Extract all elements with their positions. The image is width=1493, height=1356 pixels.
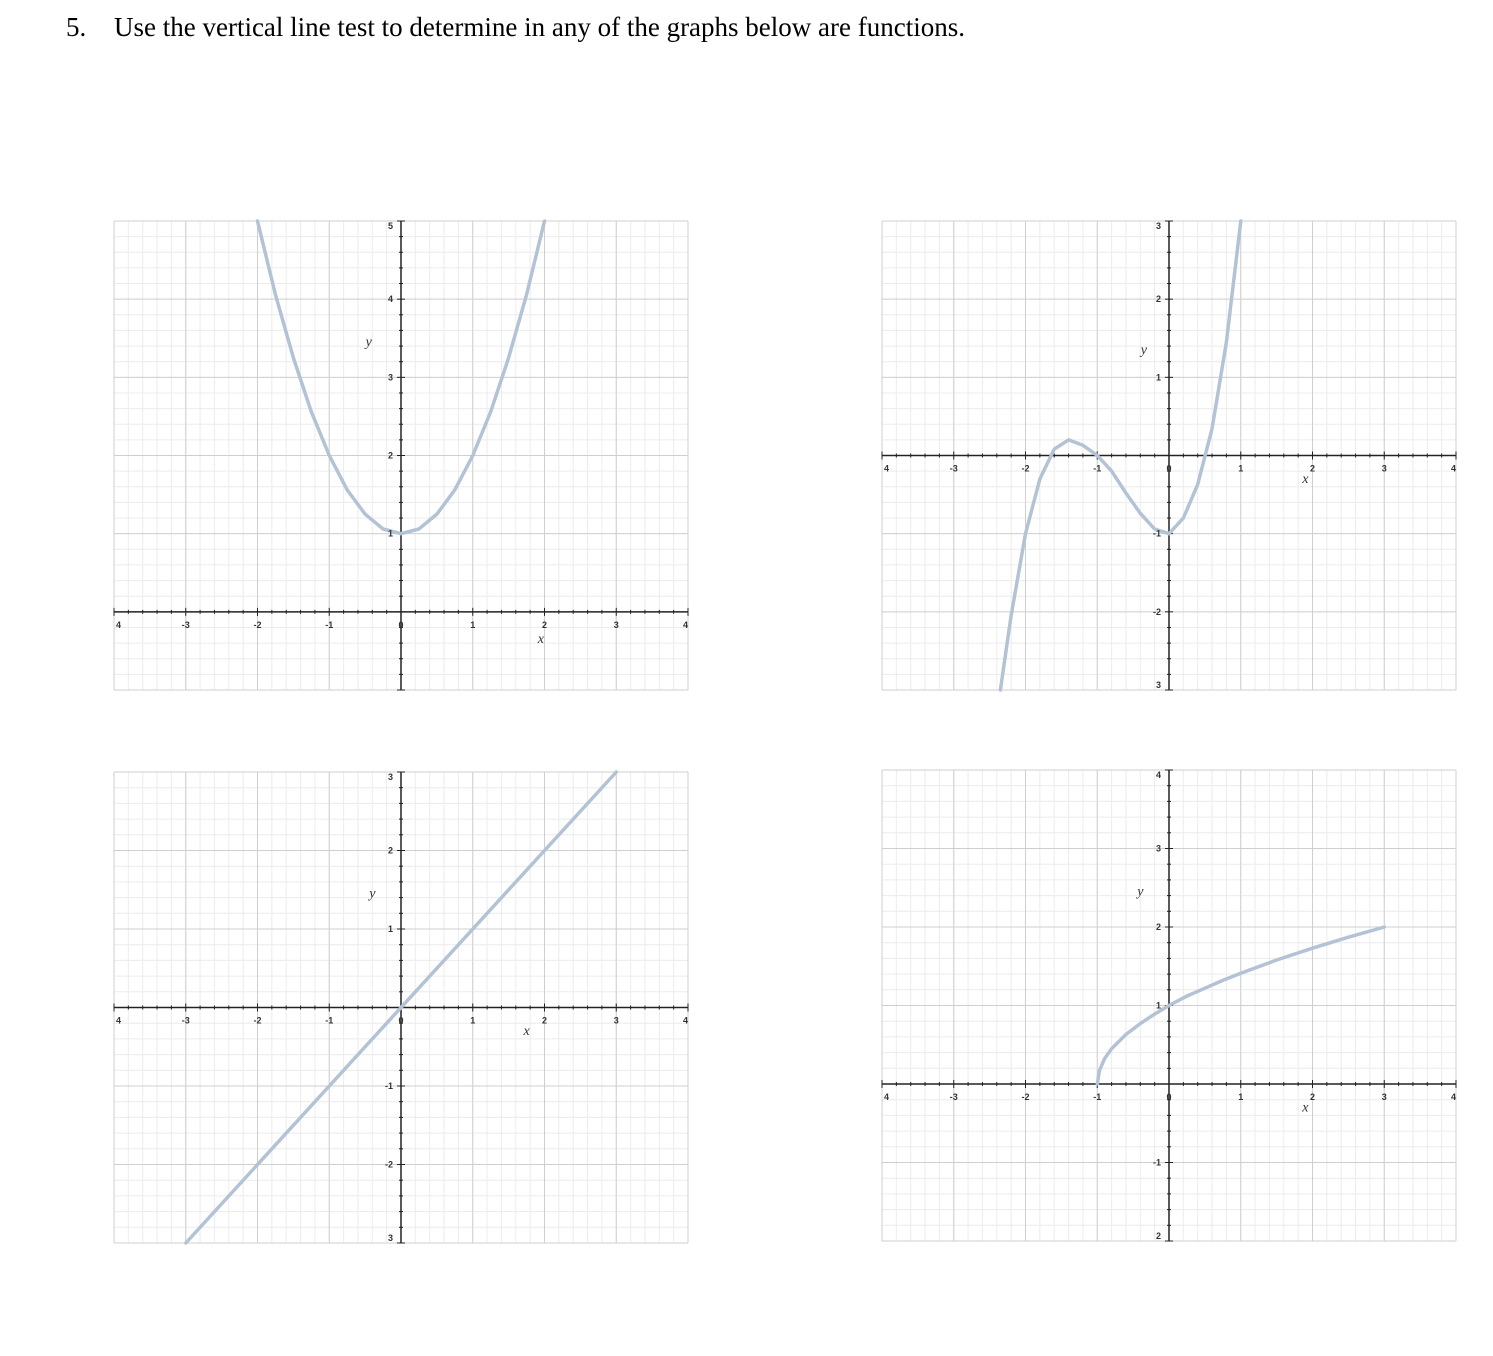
- graph-2-cubic: [882, 221, 1456, 690]
- question-prompt: Use the vertical line test to determine in any of the graphs below are functions.: [114, 12, 965, 42]
- x-tick-label: 4: [884, 1092, 890, 1102]
- x-tick-label: 1: [1238, 1092, 1244, 1102]
- x-tick-label: -3: [949, 463, 958, 474]
- y-tick-label: -2: [384, 1159, 393, 1170]
- x-tick-label: 4: [682, 619, 688, 630]
- graph-3-line: [114, 772, 688, 1243]
- y-axis-label: y: [1137, 884, 1144, 900]
- x-tick-label: 3: [613, 619, 619, 630]
- x-tick-label: 2: [541, 1015, 548, 1026]
- y-tick-label: 2: [1155, 922, 1161, 932]
- y-tick-label: -1: [1152, 1157, 1161, 1168]
- y-tick-label: 3: [387, 772, 393, 782]
- x-axis-label: x: [537, 632, 545, 648]
- x-tick-label: -2: [1021, 463, 1030, 474]
- x-tick-label: 3: [1381, 1092, 1387, 1102]
- question-number: 5.: [66, 12, 87, 42]
- x-tick-label: 3: [613, 1015, 619, 1026]
- x-tick-label: -2: [253, 1015, 262, 1026]
- x-tick-label: 4: [116, 619, 122, 630]
- x-tick-label: 2: [1309, 463, 1316, 474]
- x-tick-label: 0: [1166, 463, 1172, 474]
- x-tick-label: -1: [1093, 463, 1102, 474]
- x-tick-label: 2: [1309, 1092, 1316, 1102]
- x-tick-label: 4: [682, 1015, 688, 1026]
- y-tick-label: 1: [1155, 372, 1161, 383]
- x-tick-label: 0: [398, 619, 404, 630]
- y-tick-label: 2: [387, 845, 393, 856]
- x-tick-label: 2: [541, 619, 548, 630]
- x-tick-label: -1: [1093, 1092, 1102, 1102]
- x-tick-label: 0: [398, 1015, 404, 1026]
- x-tick-label: 4: [1450, 463, 1456, 474]
- y-axis-label: y: [365, 335, 372, 351]
- y-tick-label: 3: [1155, 843, 1161, 854]
- graph-4-square-root: [882, 770, 1456, 1241]
- x-tick-label: -1: [325, 619, 334, 630]
- y-tick-label: 5: [387, 221, 393, 231]
- y-axis-label: y: [369, 886, 376, 902]
- x-tick-label: 1: [1238, 463, 1244, 474]
- y-tick-label: -1: [384, 1081, 393, 1091]
- x-tick-label: 1: [470, 1015, 476, 1026]
- x-tick-label: 0: [1166, 1092, 1172, 1102]
- y-axis-label: y: [1140, 342, 1147, 358]
- y-tick-label: 1: [1155, 1000, 1161, 1011]
- x-tick-label: -2: [1021, 1092, 1030, 1102]
- y-tick-label: 1: [387, 528, 393, 539]
- x-tick-label: 4: [116, 1015, 122, 1026]
- y-tick-label: 2: [1155, 294, 1161, 305]
- y-tick-label: 3: [1155, 221, 1161, 231]
- y-tick-label: -2: [1152, 606, 1161, 617]
- x-axis-label: x: [523, 1023, 530, 1039]
- x-tick-label: -3: [949, 1092, 958, 1102]
- x-tick-label: -1: [325, 1015, 334, 1026]
- y-tick-label: 3: [387, 1233, 393, 1243]
- x-tick-label: -3: [181, 1015, 190, 1026]
- question-text: [66, 12, 965, 43]
- x-tick-label: 1: [470, 619, 476, 630]
- x-axis-label: x: [1302, 471, 1309, 487]
- y-tick-label: -1: [1152, 528, 1161, 539]
- x-tick-label: 4: [1450, 1092, 1456, 1102]
- y-tick-label: 2: [387, 450, 393, 461]
- graph-1-parabola: [114, 221, 688, 690]
- x-tick-label: -3: [181, 619, 190, 630]
- x-tick-label: 4: [884, 463, 890, 474]
- y-tick-label: 2: [1155, 1231, 1161, 1241]
- y-tick-label: 4: [1155, 770, 1161, 780]
- x-axis-label: x: [1302, 1100, 1309, 1116]
- x-tick-label: 3: [1381, 463, 1387, 474]
- y-tick-label: 3: [387, 372, 393, 383]
- x-tick-label: -2: [253, 619, 262, 630]
- y-tick-label: 1: [387, 924, 393, 934]
- y-tick-label: 4: [387, 294, 393, 305]
- y-tick-label: 3: [1155, 680, 1161, 690]
